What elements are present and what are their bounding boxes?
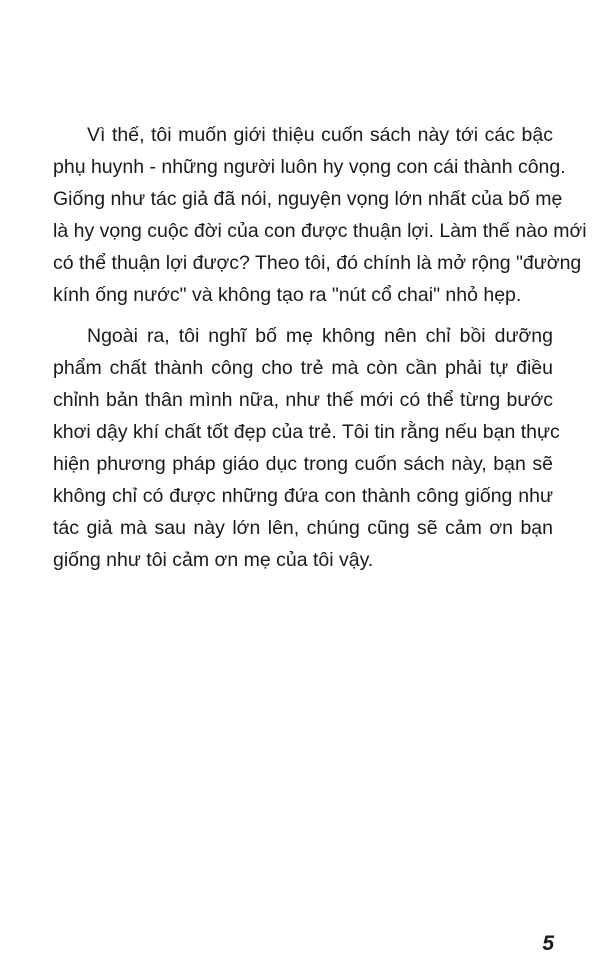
paragraph-line: không chỉ có được những đứa con thành công giống như — [53, 485, 553, 507]
paragraph-line: tác giả mà sau này lớn lên, chúng cũng sẽ cảm ơn bạn — [53, 517, 553, 539]
paragraph-line: Giống như tác giả đã nói, nguyện vọng lớn nhất của bố mẹ — [53, 188, 563, 210]
paragraph-line: Vì thế, tôi muốn giới thiệu cuốn sách này tới các bậc — [87, 124, 553, 146]
paragraph-line: Ngoài ra, tôi nghĩ bố mẹ không nên chỉ bồi dưỡng — [87, 325, 553, 347]
paragraph-line: giống như tôi cảm ơn mẹ của tôi vậy. — [53, 549, 374, 571]
paragraph-line: hiện phương pháp giáo dục trong cuốn sách này, bạn sẽ — [53, 453, 553, 475]
paragraph-line: chỉnh bản thân mình nữa, như thế mới có thể từng bước — [53, 389, 553, 411]
paragraph-line: có thể thuận lợi được? Theo tôi, đó chính là mở rộng "đường — [53, 252, 582, 274]
paragraph-line: kính ống nước" và không tạo ra "nút cổ chai" nhỏ hẹp. — [53, 284, 522, 306]
paragraph-line: là hy vọng cuộc đời của con được thuận lợi. Làm thế nào mới — [53, 220, 587, 242]
paragraph-2 — [53, 320, 560, 576]
paragraph-line: phụ huynh - những người luôn hy vọng con cái thành công. — [53, 156, 566, 178]
paragraph-1 — [53, 119, 587, 311]
paragraph-line: phẩm chất thành công cho trẻ mà còn cần phải tự điều — [53, 357, 553, 379]
paragraph-line: khơi dậy khí chất tốt đẹp của trẻ. Tôi tin rằng nếu bạn thực — [53, 421, 560, 443]
page-number: 5 — [542, 932, 554, 955]
